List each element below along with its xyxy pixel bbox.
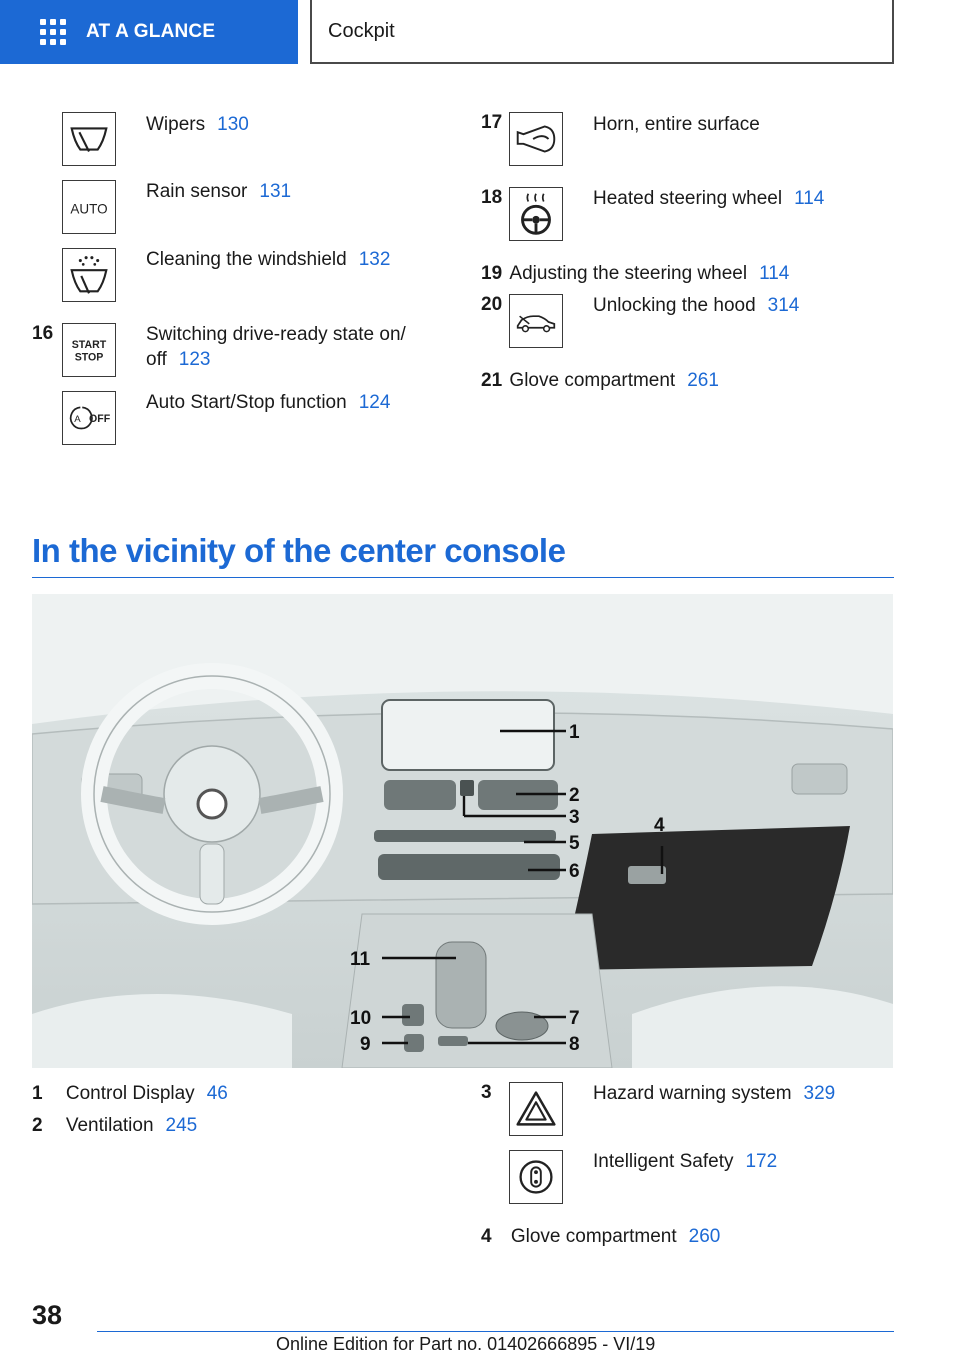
- svg-text:A: A: [74, 413, 81, 425]
- callout-10: 10: [350, 1008, 372, 1029]
- grid-menu-icon: [40, 19, 66, 45]
- callout-8: 8: [569, 1034, 580, 1055]
- svg-text:OFF: OFF: [89, 412, 111, 425]
- section-tab[interactable]: [0, 0, 298, 64]
- item-number: 1: [32, 1083, 43, 1104]
- list-item: Switching drive-ready state on/ off 123: [146, 324, 406, 370]
- list-item: Wipers 130: [146, 114, 249, 135]
- callout-9: 9: [360, 1034, 371, 1055]
- hazard-triangle-icon: [509, 1082, 563, 1136]
- list-item: Heated steering wheel 114: [593, 188, 825, 209]
- callout-7: 7: [569, 1008, 580, 1029]
- item-number: 18: [481, 187, 503, 208]
- chapter-title: Cockpit: [328, 19, 395, 42]
- callout-3: 3: [569, 807, 580, 828]
- center-console-illustration: [32, 594, 893, 1068]
- callout-2: 2: [569, 785, 580, 806]
- page-link[interactable]: 46: [206, 1083, 228, 1104]
- page-link[interactable]: 132: [358, 249, 391, 270]
- section-divider: [32, 577, 894, 578]
- chapter-title-box: [310, 0, 894, 64]
- auto-icon: [62, 180, 116, 234]
- intelligent-safety-icon: [509, 1150, 563, 1204]
- list-item: 4 Glove compartment 260: [481, 1226, 721, 1247]
- page-link[interactable]: 114: [759, 263, 790, 284]
- section-heading: In the vicinity of the center console: [32, 532, 566, 569]
- item-number: 20: [481, 294, 503, 315]
- heated-steering-wheel-icon: [509, 187, 563, 241]
- start-stop-icon: [62, 323, 116, 377]
- svg-text:START: START: [71, 339, 107, 352]
- auto-start-stop-off-icon: [62, 391, 116, 445]
- section-label: AT A GLANCE: [86, 21, 216, 42]
- item-number: 19: [481, 263, 503, 284]
- page-link[interactable]: 131: [259, 181, 292, 202]
- list-item: 21 Glove compartment 261: [481, 370, 719, 391]
- page-link[interactable]: 261: [687, 370, 719, 391]
- footer-edition: Online Edition for Part no. 01402666895 - VI/19: [276, 1334, 656, 1354]
- list-item: 2 Ventilation 245: [32, 1115, 198, 1136]
- page-link[interactable]: 130: [217, 114, 249, 135]
- item-number: 3: [481, 1082, 492, 1103]
- list-item: Horn, entire surface: [593, 114, 760, 135]
- washer-icon: [62, 248, 116, 302]
- callout-5: 5: [569, 833, 580, 854]
- page-link[interactable]: 260: [688, 1226, 721, 1247]
- item-number: 21: [481, 370, 503, 391]
- list-item: Auto Start/Stop function 124: [146, 392, 391, 413]
- item-number: 4: [481, 1226, 492, 1247]
- page-link[interactable]: 123: [178, 349, 211, 370]
- page-link[interactable]: 172: [745, 1151, 778, 1172]
- callout-1: 1: [569, 722, 580, 743]
- callout-11: 11: [350, 949, 371, 970]
- list-item: Unlocking the hood 314: [593, 295, 800, 316]
- list-item: 1 Control Display 46: [32, 1083, 228, 1104]
- item-number: 16: [32, 323, 54, 344]
- page-link[interactable]: 114: [794, 188, 825, 209]
- wiper-icon: [62, 112, 116, 166]
- page-link[interactable]: 245: [165, 1115, 198, 1136]
- car-hood-icon: [509, 294, 563, 348]
- item-number: 17: [481, 112, 503, 133]
- callout-6: 6: [569, 861, 580, 882]
- page-link[interactable]: 314: [767, 295, 800, 316]
- svg-text:STOP: STOP: [74, 351, 104, 364]
- horn-icon: [509, 112, 563, 166]
- page-link[interactable]: 124: [358, 392, 391, 413]
- list-item: Intelligent Safety 172: [593, 1151, 778, 1172]
- page-number: 38: [32, 1300, 63, 1330]
- list-item: 19 Adjusting the steering wheel 114: [481, 263, 790, 284]
- list-item: Rain sensor 131: [146, 181, 292, 202]
- list-item: Cleaning the windshield 132: [146, 249, 391, 270]
- list-item: Hazard warning system 329: [593, 1083, 836, 1104]
- item-number: 2: [32, 1115, 43, 1136]
- svg-text:AUTO: AUTO: [70, 201, 108, 217]
- callout-4: 4: [654, 815, 665, 836]
- footer-divider: [97, 1331, 894, 1332]
- page-link[interactable]: 329: [803, 1083, 836, 1104]
